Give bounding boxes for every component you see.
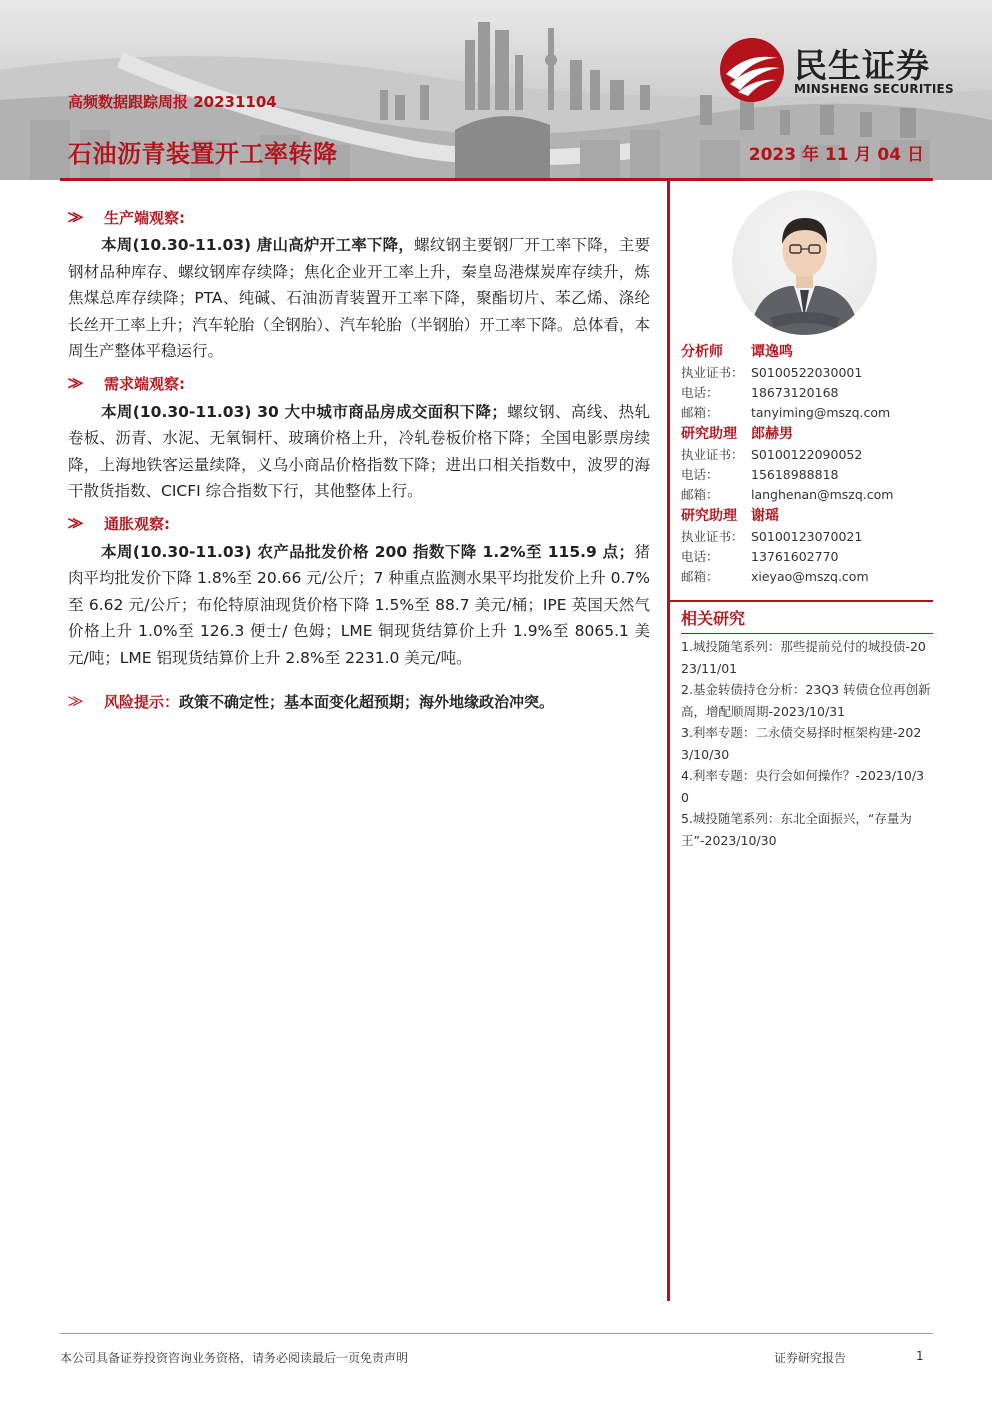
email-label: 邮箱： bbox=[681, 487, 719, 502]
analyst-license-row bbox=[681, 362, 933, 382]
analyst-email-row bbox=[681, 402, 933, 422]
phone-label: 电话： bbox=[681, 467, 719, 482]
chevron-right-icon: ⨠ bbox=[68, 516, 84, 531]
analyst-role: 研究助理 bbox=[681, 426, 737, 442]
related-research-heading: 相关研究 bbox=[681, 606, 933, 634]
main-content bbox=[68, 204, 650, 712]
analyst-phone-row bbox=[681, 546, 933, 566]
brand-name-cn: 民生证券 bbox=[794, 46, 930, 85]
analyst-phone-row bbox=[681, 382, 933, 402]
analyst-license-row bbox=[681, 444, 933, 464]
analyst-panel bbox=[681, 340, 933, 586]
risk-text: 政策不确定性；基本面变化超预期；海外地缘政治冲突。 bbox=[179, 693, 555, 711]
email-link[interactable]: xieyao@mszq.com bbox=[751, 568, 869, 584]
email-link[interactable]: langhenan@mszq.com bbox=[751, 486, 894, 502]
license-label: 执业证书： bbox=[681, 365, 744, 380]
license-value: S0100123070021 bbox=[751, 528, 863, 544]
minsheng-logo-icon bbox=[718, 36, 786, 104]
section-lead: 本周(10.30-11.03) 30 大中城市商品房成交面积下降； bbox=[101, 402, 507, 421]
analyst-name-row bbox=[681, 504, 933, 526]
report-series: 高频数据跟踪周报 20231104 bbox=[68, 93, 277, 111]
related-research-item[interactable]: 1.城投随笔系列：那些提前兑付的城投债-2023/11/01 bbox=[681, 639, 926, 676]
section-demand bbox=[68, 371, 650, 505]
analyst-portrait-image bbox=[732, 190, 877, 335]
related-top-rule bbox=[670, 600, 933, 602]
section-heading bbox=[68, 511, 650, 537]
related-research-item[interactable]: 4.利率专题：央行会如何操作？-2023/10/30 bbox=[681, 768, 925, 805]
section-body: 螺纹钢、高线、热轧卷板、沥青、水泥、无氧铜杆、玻璃价格上升，冷轧卷板价格下降；全国电影票房续降，上海地铁客运量续降，义乌小商品价格指数下降；进出口相关指数中，波罗的海干散货指数、CICFI 综合指数下行，其他整体上行。 bbox=[68, 402, 650, 500]
license-label: 执业证书： bbox=[681, 529, 744, 544]
analyst-license-row bbox=[681, 526, 933, 546]
risk-warning bbox=[68, 691, 650, 712]
header-banner bbox=[0, 0, 992, 180]
chevron-right-icon: ⨠ bbox=[68, 209, 84, 225]
phone-label: 电话： bbox=[681, 549, 719, 564]
section-heading bbox=[68, 204, 650, 230]
analyst-email-row bbox=[681, 484, 933, 504]
header-divider bbox=[60, 178, 933, 181]
phone-value: 18673120168 bbox=[751, 384, 839, 400]
section-paragraph bbox=[68, 399, 650, 505]
footer-doc-type: 证券研究报告 bbox=[774, 1351, 847, 1365]
license-label: 执业证书： bbox=[681, 447, 744, 462]
analyst-name-row bbox=[681, 340, 933, 362]
section-body: 螺纹钢主要钢厂开工率下降，主要钢材品种库存、螺纹钢库存续降；焦化企业开工率上升，秦皇岛港煤炭库存续升，炼焦煤总库存续降；PTA、纯碱、石油沥青装置开工率下降，聚酯切片、苯乙烯、涤纶长丝开工率上升；汽车轮胎（全钢胎）、汽车轮胎（半钢胎）开工率下降。总体看，本周生产整体平稳运行。 bbox=[68, 236, 650, 360]
section-production bbox=[68, 204, 650, 365]
brand-name-en: MINSHENG SECURITIES bbox=[794, 82, 954, 96]
section-lead: 本周(10.30-11.03) 农产品批发价格 200 指数下降 1.2%至 115.9 点； bbox=[101, 542, 635, 561]
section-heading-text: 需求端观察: bbox=[104, 375, 185, 393]
phone-value: 15618988818 bbox=[751, 466, 839, 482]
section-heading-text: 生产端观察: bbox=[104, 208, 185, 227]
risk-label: 风险提示： bbox=[104, 693, 180, 711]
section-paragraph bbox=[68, 232, 650, 365]
section-paragraph bbox=[68, 539, 650, 672]
license-value: S0100122090052 bbox=[751, 446, 863, 462]
analyst-block bbox=[681, 340, 933, 422]
analyst-photo bbox=[732, 190, 877, 335]
chevron-right-icon: ⨠ bbox=[68, 694, 84, 709]
section-lead: 本周(10.30-11.03) 唐山高炉开工率下降， bbox=[101, 236, 415, 254]
email-label: 邮箱： bbox=[681, 405, 719, 420]
email-link[interactable]: tanyiming@mszq.com bbox=[751, 404, 891, 420]
footer-disclaimer: 本公司具备证券投资咨询业务资格，请务必阅读最后一页免责声明 bbox=[60, 1351, 409, 1365]
section-heading bbox=[68, 371, 650, 397]
email-label: 邮箱： bbox=[681, 569, 719, 584]
section-body: 猪肉平均批发价下降 1.8%至 20.66 元/公斤；7 种重点监测水果平均批发价上升 0.7%至 6.62 元/公斤；布伦特原油现货价格下降 1.5%至 88.7 美元/桶；IPE 英国天然气价格上升 1.0%至 126.3 便士/ 色姆；LME 铜现货结算价上升 1.9%至 8065.1 美元/吨；LME 铝现货结算价上升 2.8%至 2231.0 美元/吨。 bbox=[68, 542, 650, 667]
analyst-phone-row bbox=[681, 464, 933, 484]
phone-label: 电话： bbox=[681, 385, 719, 400]
analyst-block bbox=[681, 504, 933, 586]
section-heading-text: 通胀观察: bbox=[104, 515, 170, 533]
analyst-name-row bbox=[681, 422, 933, 444]
analyst-block bbox=[681, 422, 933, 504]
analyst-role: 研究助理 bbox=[681, 508, 737, 524]
brand-logo bbox=[718, 36, 968, 106]
related-research-item[interactable]: 2.基金转债持仓分析：23Q3 转债仓位再创新高，增配顺周期-2023/10/31 bbox=[681, 682, 931, 719]
analyst-email-row bbox=[681, 566, 933, 586]
analyst-name: 谢瑶 bbox=[751, 508, 779, 524]
page-number: 1 bbox=[916, 1349, 924, 1363]
related-research-item[interactable]: 5.城投随笔系列：东北全面振兴，“存量为王”-2023/10/30 bbox=[681, 811, 912, 848]
analyst-role: 分析师 bbox=[681, 344, 723, 360]
section-inflation bbox=[68, 511, 650, 672]
report-date: 2023 年 11 月 04 日 bbox=[748, 145, 924, 165]
report-title: 石油沥青装置开工率转降 bbox=[68, 140, 338, 168]
analyst-name: 郎赫男 bbox=[751, 426, 793, 442]
analyst-name: 谭逸鸣 bbox=[751, 344, 793, 360]
related-research-list bbox=[681, 636, 931, 851]
phone-value: 13761602770 bbox=[751, 548, 839, 564]
related-research-item[interactable]: 3.利率专题：二永债交易择时框架构建-2023/10/30 bbox=[681, 725, 922, 762]
footer-divider bbox=[60, 1333, 933, 1334]
chevron-right-icon: ⨠ bbox=[68, 376, 84, 391]
column-divider bbox=[667, 181, 670, 1301]
license-value: S0100522030001 bbox=[751, 364, 863, 380]
